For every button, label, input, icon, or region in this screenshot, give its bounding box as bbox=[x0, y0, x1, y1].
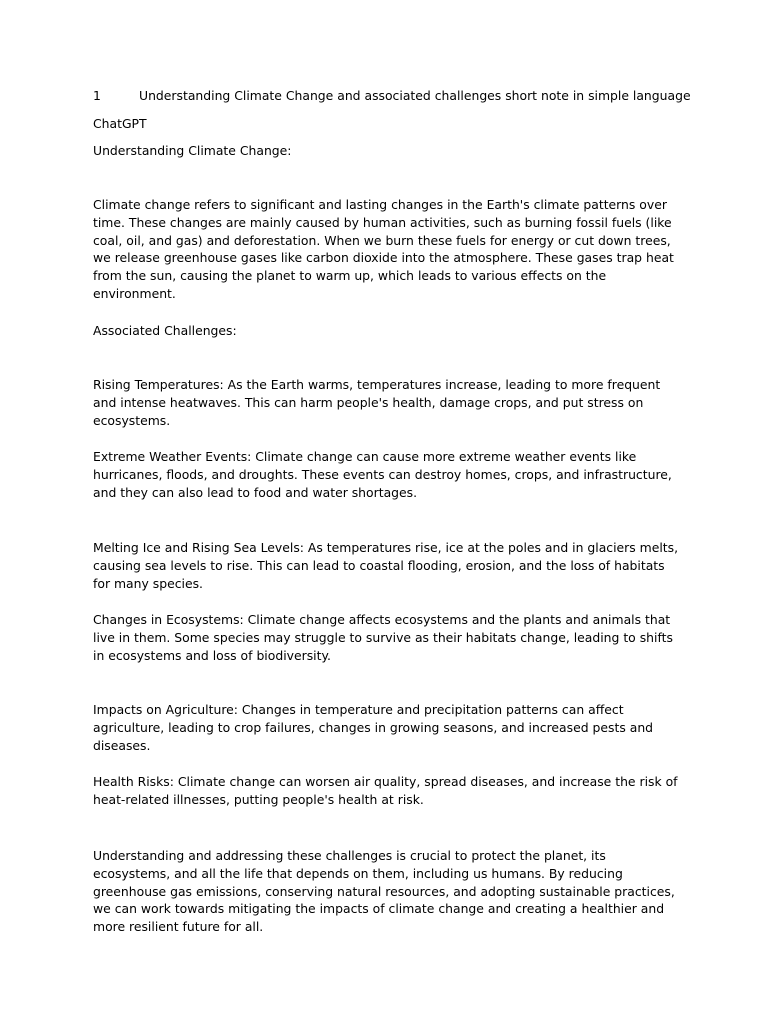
challenge-paragraph: Melting Ice and Rising Sea Levels: As temperatures rise, ice at the poles and in glaciers melts, causing sea levels to rise. This can lead to coastal flooding, erosion, and the loss of habitats for many species. bbox=[93, 540, 679, 591]
author-label: ChatGPT bbox=[93, 116, 147, 131]
challenges-title: Associated Challenges: bbox=[93, 323, 237, 338]
section-title: Understanding Climate Change: bbox=[93, 143, 292, 158]
intro-paragraph: Climate change refers to significant and lasting changes in the Earth's climate patterns over time. These changes are mainly caused by human activities, such as burning fossil fuels (like coal, oil, and gas) and deforestation. When we burn these fuels for energy or cut down trees, we release greenhouse gases like carbon dioxide into the atmosphere. These gases trap heat from the sun, causing the planet to warm up, which leads to various effects on the environment. bbox=[93, 197, 674, 301]
challenge-paragraph: Rising Temperatures: As the Earth warms, temperatures increase, leading to more frequent and intense heatwaves. This can harm people's health, damage crops, and put stress on ecosystems. bbox=[93, 377, 661, 428]
challenge-paragraph: Health Risks: Climate change can worsen air quality, spread diseases, and increase the risk of heat-related illnesses, putting people's health at risk. bbox=[93, 774, 678, 807]
document-heading bbox=[93, 87, 693, 105]
heading-number: 1 bbox=[93, 88, 101, 103]
conclusion-paragraph: Understanding and addressing these challenges is crucial to protect the planet, its ecosystems, and all the life that depends on them, including us humans. By reducing greenhouse gas emissions, conserving natural resources, and adopting sustainable practices, we can work towards mitigating the impacts of climate change and creating a healthier and more resilient future for all. bbox=[93, 848, 675, 935]
challenge-paragraph: Extreme Weather Events: Climate change can cause more extreme weather events like hurricanes, floods, and droughts. These events can destroy homes, crops, and infrastructure, and they can also lead to food and water shortages. bbox=[93, 449, 672, 500]
challenge-paragraph: Changes in Ecosystems: Climate change affects ecosystems and the plants and animals that live in them. Some species may struggle to survive as their habitats change, leading to shifts in ecosystems and loss of biodiversity. bbox=[93, 612, 673, 663]
challenge-paragraph: Impacts on Agriculture: Changes in temperature and precipitation patterns can affect agriculture, leading to crop failures, changes in growing seasons, and increased pests and diseases. bbox=[93, 702, 654, 753]
heading-text: Understanding Climate Change and associated challenges short note in simple language bbox=[139, 88, 691, 103]
